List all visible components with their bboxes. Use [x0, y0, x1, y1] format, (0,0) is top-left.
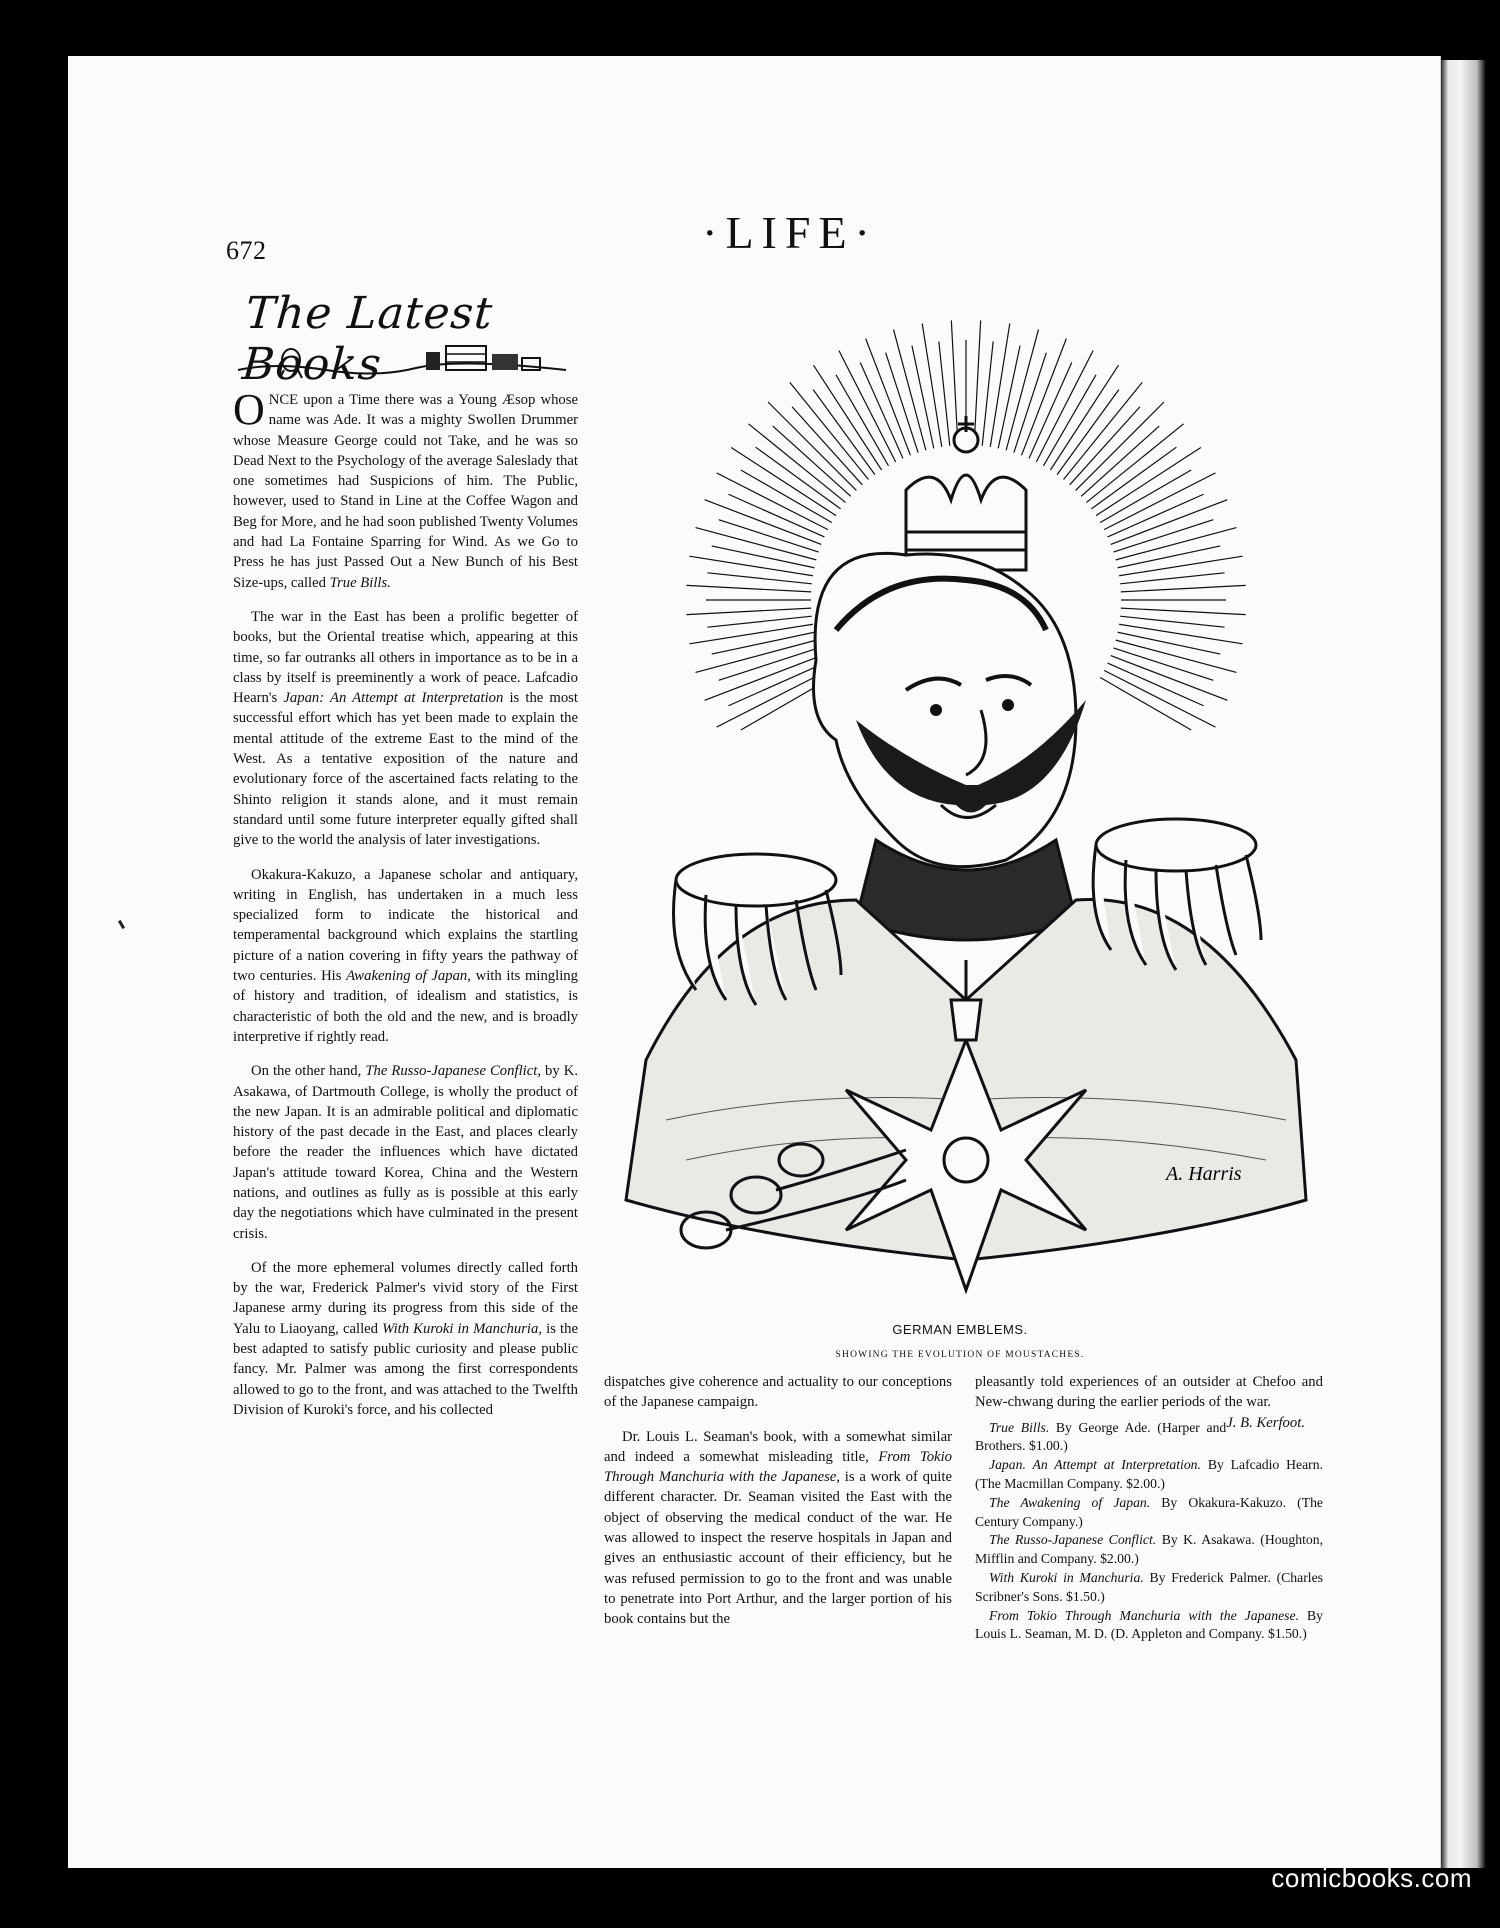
- page-number: 672: [226, 236, 267, 265]
- halo-ray: [1120, 616, 1224, 627]
- halo-ray: [773, 426, 851, 496]
- paragraph-okakura: Okakura-Kakuzo, a Japanese scholar and antiquary, writing in English, has undertaken in a much less specialized form to indicate the historical and temperamental background which explains the startling picture of a nation covering in fifty years the pathway of two centuries. His Awakening of Japan, with its mingling of history and tradition, of idealism and statistics, is characteristic of both the old and the new, and is broadly interpretive if rightly read.: [233, 866, 578, 1045]
- book-list-details: By K. Asakawa. (Houghton, Mifflin and Company. $2.00.): [975, 1532, 1323, 1567]
- halo-ray: [1104, 473, 1215, 530]
- halo-ray: [792, 407, 862, 485]
- halo-ray: [1118, 632, 1221, 654]
- illustration-subcaption: SHOWING THE EVOLUTION OF MOUSTACHES.: [835, 1350, 1085, 1360]
- book-spine-edge: [1440, 60, 1486, 1868]
- halo-ray: [860, 362, 903, 458]
- book-list-entry: [975, 1607, 1323, 1645]
- halo-ray: [1118, 546, 1221, 568]
- book-title-inline: Japan: An Attempt at Interpretation: [283, 690, 504, 707]
- halo-ray: [1121, 608, 1246, 615]
- halo-ray: [1029, 362, 1072, 458]
- halo-ray: [982, 341, 993, 445]
- kaiser-caricature-illustration: [606, 300, 1326, 1318]
- halo-ray: [707, 573, 811, 584]
- article-column-1: [233, 385, 578, 1434]
- book-list-details: By Lafcadio Hearn. (The Macmillan Company. $2.00.): [975, 1457, 1323, 1491]
- halo-ray: [768, 402, 856, 490]
- halo-ray: [974, 320, 981, 445]
- halo-ray: [839, 351, 896, 462]
- section-title: The Latest Books: [240, 288, 495, 390]
- paragraph-palmer: Of the more ephemeral volumes directly called forth by the war, Frederick Palmer's vivid story of the First Japanese army during its progress from this side of the Yalu to Liaoyang, called With Kuroki in Manchuria, is the best adapted to satisfy public curiosity and please public fancy. Mr. Palmer was among the first correspondents allowed to go to the front, and was attached to the Twelfth Division of Kuroki's force, and his collected: [233, 1259, 578, 1418]
- halo-ray: [1120, 573, 1224, 584]
- book-list-details: By George Ade. (Harper and Brothers. $1.00.): [975, 1419, 1227, 1454]
- book-title-inline: With Kuroki in Manchuria: [382, 1320, 539, 1337]
- book-list-title: With Kuroki in Manchuria.: [989, 1569, 1144, 1585]
- illustration-caption: GERMAN EMBLEMS.: [892, 1322, 1028, 1337]
- book-list-details: By Frederick Palmer. (Charles Scribner's Sons. $1.50.): [975, 1569, 1323, 1604]
- book-list-title: The Awakening of Japan.: [989, 1494, 1151, 1510]
- halo-ray: [951, 320, 958, 445]
- halo-ray: [939, 341, 950, 445]
- halo-ray: [686, 585, 811, 592]
- halo-ray: [1100, 470, 1191, 523]
- halo-ray: [686, 608, 811, 615]
- book-list-title: The Russo-Japanese Conflict.: [989, 1532, 1157, 1548]
- halo-ray: [1108, 663, 1204, 706]
- masthead-title: ·LIFE·: [702, 207, 878, 258]
- halo-ray: [1044, 375, 1097, 466]
- halo-ray: [712, 632, 815, 654]
- reviewer-signature: J. B. Kerfoot.: [1226, 1414, 1305, 1431]
- paragraph-seaman: Dr. Louis L. Seaman's book, with a somewhat similar and indeed a somewhat misleading title, From Tokio Through Manchuria with the Japanese, is a work of quite different character. Dr. Seaman visited the East with the object of observing the medical conduct of the war. He was allowed to inspect the reserve hospitals in Japan and gives an enthusiastic account of their efficiency, but he was refused permission to go to the front and was unable to penetrate into Port Arthur, and the larger portion of his book contains but the: [604, 1428, 952, 1628]
- halo-ray: [741, 470, 832, 523]
- books-vignette-icon: [236, 340, 576, 380]
- paragraph-asakawa: On the other hand, The Russo-Japanese Conflict, by K. Asakawa, of Dartmouth College, is wholly the product of the new Japan. It is an admirable political and diplomatic history of the past decade in the East, and places clearly before the reader the influences which have dictated Japan's attitude toward Korea, China and the Western nations, and outlines as fully as is possible at this early day the negotiations which have culminated in the present crisis.: [233, 1063, 578, 1242]
- crown-icon: [906, 416, 1026, 570]
- halo-ray: [1100, 678, 1191, 731]
- book-list-title: True Bills.: [989, 1419, 1050, 1435]
- site-watermark: comicbooks.com: [1271, 1863, 1472, 1893]
- halo-ray: [728, 494, 824, 537]
- halo-ray: [1081, 426, 1159, 496]
- halo-ray: [1108, 494, 1204, 537]
- paragraph-hearn: The war in the East has been a prolific begetter of books, but the Oriental treatise which, appearing at this time, so far outranks all others in importance as to be in a class by itself is preeminently a work of peace. Lafcadio Hearn's Japan: An Attempt at Interpretation is the most successful effort which has yet been made to explain the mental attitude of the extreme East to the mind of the West. As a tentative exposition of the nature and evolutionary force of the ascertained facts relating to the Shinto religion it stands alone, and it must remain standard until some future interpreter equally gifted shall give to the world the analysis of later investigations.: [233, 608, 578, 849]
- halo-ray: [1076, 402, 1164, 490]
- paragraph-ade: ONCE upon a Time there was a Young Æsop whose name was Ade. It was a mighty Swollen Drummer whose Measure George could not Take, and he was so Dead Next to the Psychology of the average Saleslady that one sometimes had Suspicions of him. The Public, however, used to Stand in Line at the Coffee Wagon and Beg for More, and he had soon published Twenty Volumes and had La Fontaine Sparring for Wind. As we Go to Press he has just Passed Out a New Bunch of his Best Size-ups, called True Bills.: [233, 385, 578, 591]
- book-list-entry: [975, 1531, 1323, 1569]
- halo-ray: [717, 670, 828, 727]
- book-list-title: From Tokio Through Manchuria with the Japanese.: [989, 1607, 1300, 1623]
- halo-ray: [836, 375, 889, 466]
- paragraph-seaman-continued: pleasantly told experiences of an outsider at Chefoo and New-chwang during the earlier periods of the war. J. B. Kerfoot.: [975, 1372, 1323, 1413]
- halo-ray: [1121, 585, 1246, 592]
- halo-ray: [707, 616, 811, 627]
- halo-ray: [717, 473, 828, 530]
- book-title-inline: The Russo-Japanese Conflict: [365, 1063, 538, 1080]
- book-list: [975, 1419, 1323, 1645]
- book-title-inline: From Tokio Through Manchuria with the Japanese: [604, 1448, 952, 1486]
- halo-ray: [728, 663, 824, 706]
- halo-ray: [1104, 670, 1215, 727]
- halo-ray: [998, 346, 1020, 449]
- book-list-entry: [975, 1569, 1323, 1607]
- article-column-3: [975, 1372, 1323, 1644]
- book-title-inline: True Bills.: [329, 574, 391, 591]
- drop-cap: O: [233, 385, 265, 434]
- halo-ray: [1070, 407, 1140, 485]
- book-list-entry: [975, 1494, 1323, 1532]
- book-list-entry: [975, 1456, 1323, 1494]
- section-banner: [236, 284, 576, 390]
- paragraph-palmer-continued: dispatches give coherence and actuality to our conceptions of the Japanese campaign.: [604, 1374, 952, 1411]
- halo-ray: [1036, 351, 1093, 462]
- book-list-details: By Okakura-Kakuzo. (The Century Company.): [975, 1494, 1323, 1529]
- book-list-details: By Louis L. Seaman, M. D. (D. Appleton and Company. $1.50.): [975, 1607, 1323, 1642]
- halo-ray: [912, 346, 934, 449]
- article-column-2: [604, 1372, 952, 1644]
- book-title-inline: Awakening of Japan: [346, 968, 468, 985]
- book-list-title: Japan. An Attempt at Interpretation.: [989, 1457, 1201, 1473]
- halo-ray: [712, 546, 815, 568]
- artist-signature: A. Harris: [1166, 1163, 1242, 1185]
